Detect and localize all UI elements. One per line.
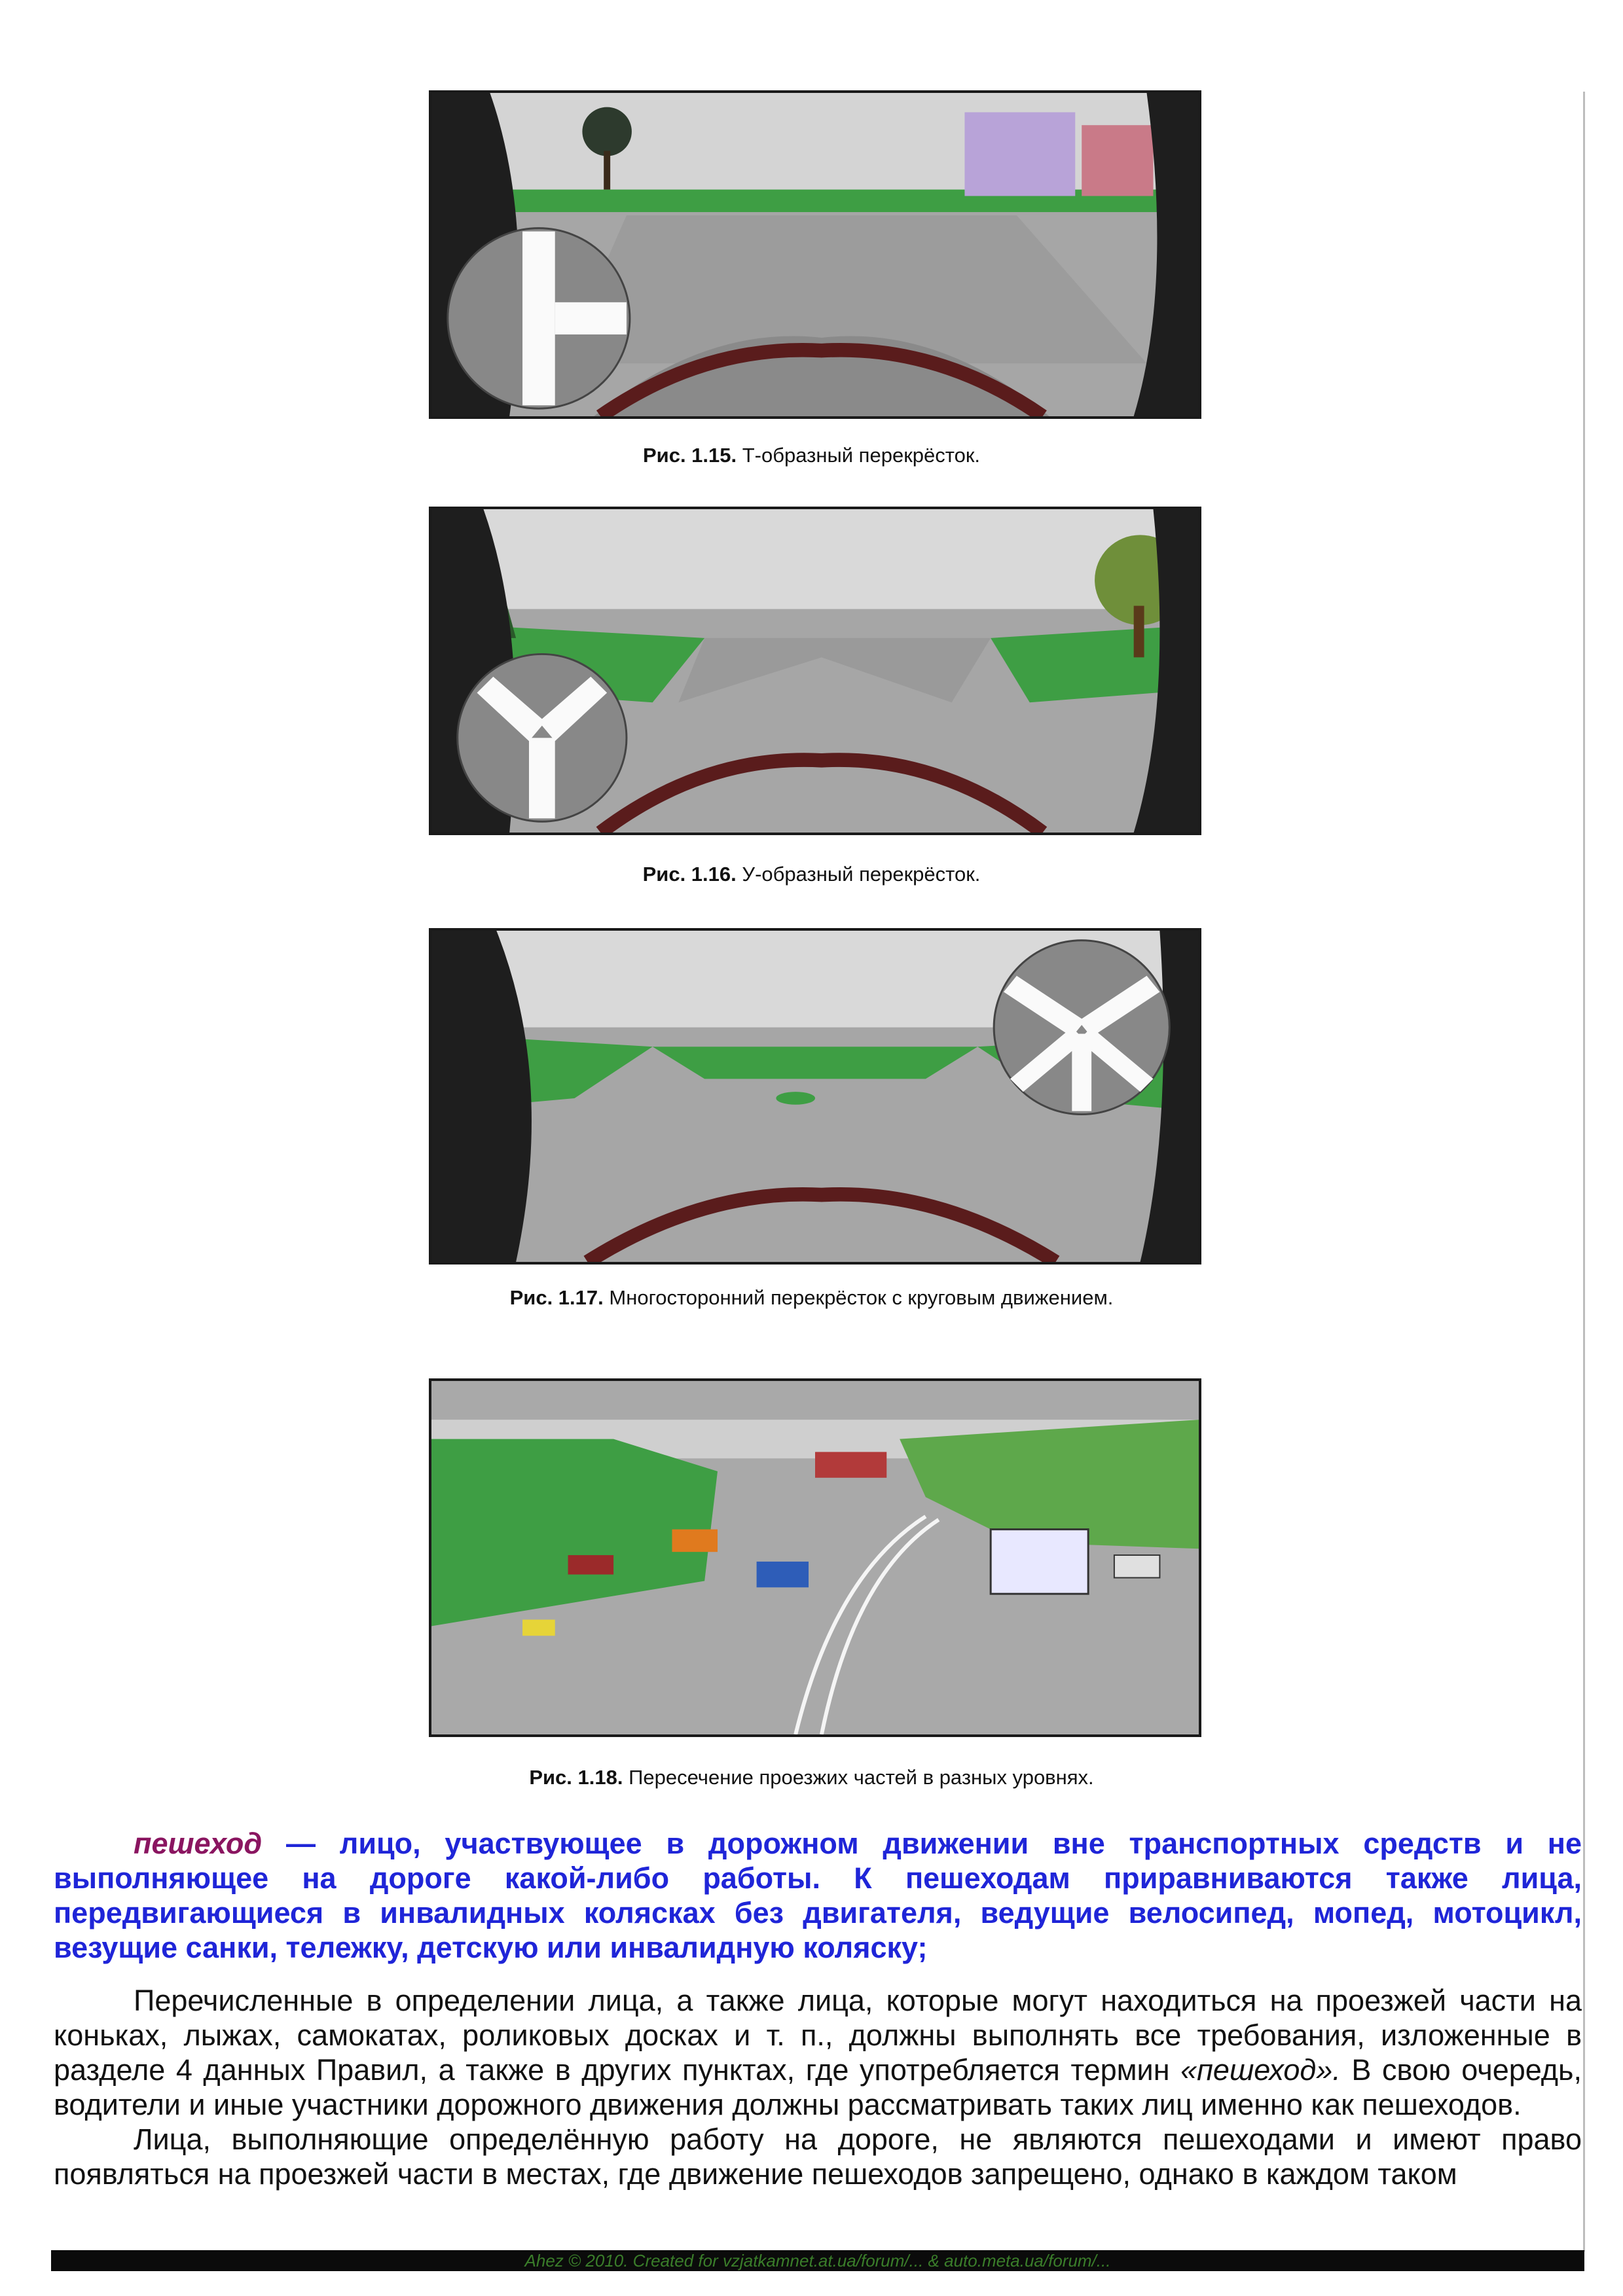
- figure-1-16-image: [429, 507, 1201, 835]
- figure-1-17-image: [429, 928, 1201, 1265]
- figure-1-18-text: Пересечение проезжих частей в разных уровнях.: [629, 1766, 1094, 1789]
- figure-1-16-label: Рис. 1.16.: [642, 863, 737, 886]
- paragraph-1-term: «пешеход».: [1180, 2053, 1341, 2087]
- page-footer: [51, 2250, 1584, 2271]
- figure-1-15-text: Т-образный перекрёсток.: [742, 444, 981, 467]
- definition-line-1: — лицо, участвующее в дорожном движении вне транспортных средств и не: [285, 1827, 1582, 1860]
- footer-text: Ahez © 2010. Created for vzjatkamnet.at.ua/forum/... & auto.meta.ua/forum/...: [524, 2251, 1111, 2270]
- paragraph-2: Лица, выполняющие определённую работу на дороге, не являются пешеходами и имеют право появляться на проезжей части в местах, где движение пешеходов запрещено, однако в каждом таком: [54, 2123, 1582, 2191]
- paragraph-1: [54, 1983, 1582, 2122]
- definition-line-3: передвигающиеся в инвалидных колясках без двигателя, ведущие велосипед, мопед, мотоцикл,: [54, 1896, 1582, 1929]
- page-right-rule: [1583, 92, 1585, 2251]
- figure-1-15-image: [429, 90, 1201, 419]
- figure-1-15-label: Рис. 1.15.: [642, 444, 737, 467]
- figure-1-17-label: Рис. 1.17.: [509, 1286, 604, 1309]
- figure-1-15-caption: [0, 444, 1623, 467]
- figure-1-17-text: Многосторонний перекрёсток с круговым движением.: [609, 1286, 1114, 1309]
- figure-1-16-caption: [0, 863, 1623, 886]
- figure-1-18-label: Рис. 1.18.: [529, 1766, 623, 1789]
- definition-line-2: выполняющее на дороге какой-либо работы. К пешеходам приравниваются также лица,: [54, 1861, 1582, 1895]
- figure-1-18-caption: [0, 1766, 1623, 1789]
- definition-line-4: везущие санки, тележку, детскую или инвалидную коляску;: [54, 1931, 928, 1964]
- definition-term: пешеход: [134, 1827, 263, 1860]
- pedestrian-definition: [54, 1826, 1582, 1965]
- paragraph-1-start: Перечисленные в определении лица, а также лица, которые могут находиться на проезжей части на коньках, лыжах, самокатах, роликовых досках и т. п., должны выполнять все требования, изложенные в разделе 4 данных Правил, а также в других пунктах, где употребляется термин: [54, 1984, 1582, 2087]
- paragraph-1-end: В свою очередь, водители и иные участники дорожного движения должны рассматривать таких лиц именно как пешеходов.: [54, 2053, 1582, 2121]
- figure-1-17-caption: [0, 1286, 1623, 1310]
- body-text: [54, 1983, 1582, 2191]
- figure-1-18-image: [429, 1378, 1201, 1737]
- figure-1-16-text: У-образный перекрёсток.: [742, 863, 981, 886]
